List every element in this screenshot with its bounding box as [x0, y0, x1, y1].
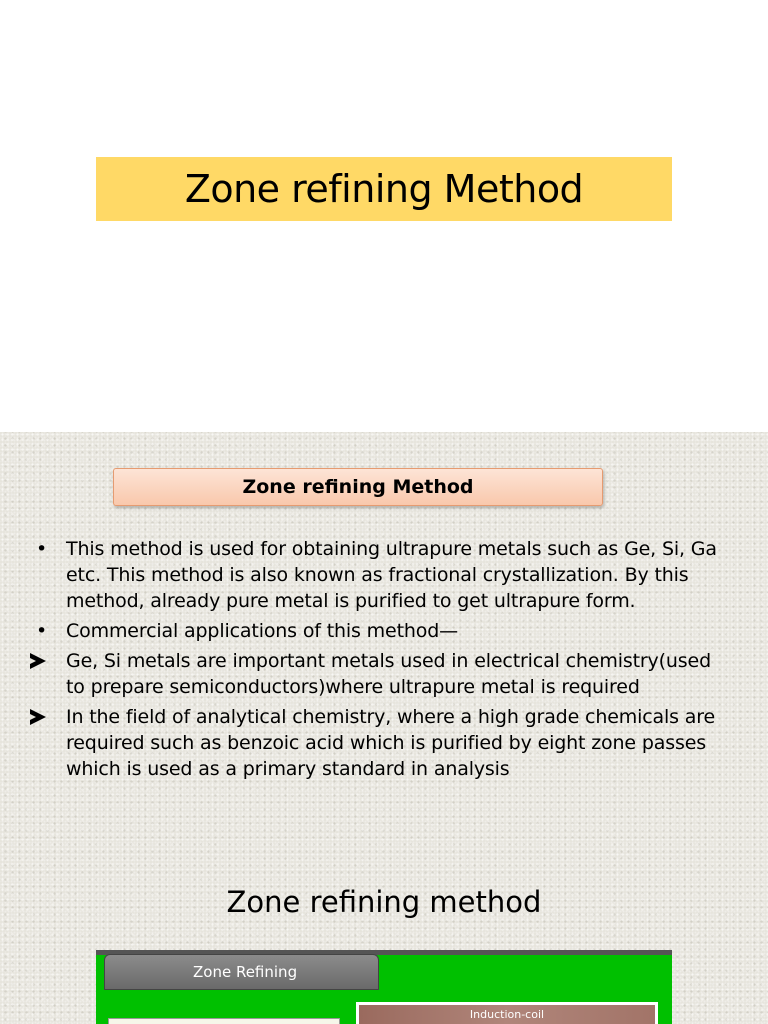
list-item: [30, 536, 730, 614]
diagram-left-panel: [108, 1018, 340, 1024]
title-slide: [0, 0, 768, 432]
list-item-text: In the field of analytical chemistry, where a high grade chemicals are required such as benzoic acid which is purified by eight zone passes which is used as a primary standard in analysis: [66, 706, 716, 780]
content-slide: [0, 432, 768, 1024]
bullet-list: [30, 536, 730, 786]
list-item: [30, 704, 730, 782]
arrow-right-icon: [30, 648, 58, 676]
list-item: [30, 618, 730, 644]
bullet-icon: •: [36, 620, 48, 642]
zone-refining-diagram: [96, 950, 672, 1024]
diagram-right-panel: [356, 1002, 658, 1024]
list-item-text: Ge, Si metals are important metals used in electrical chemistry(used to prepare semiconductors)where ultrapure metal is required: [66, 650, 711, 698]
section-title-box: Zone refining Method: [113, 468, 603, 506]
list-item-text: This method is used for obtaining ultrapure metals such as Ge, Si, Ga etc. This method is also known as fractional crystallization. By this method, already pure metal is purified to get ultrapure form.: [66, 538, 717, 612]
list-item: [30, 648, 730, 700]
arrow-right-icon: [30, 704, 58, 732]
bullet-icon: •: [36, 538, 48, 560]
list-item-text: Commercial applications of this method—: [66, 620, 459, 642]
slide-heading: Zone refining method: [226, 885, 542, 919]
induction-coil-label: Induction-coil: [359, 1005, 655, 1024]
diagram-tab: Zone Refining: [104, 954, 379, 990]
slide-title: Zone refining Method: [96, 157, 672, 221]
